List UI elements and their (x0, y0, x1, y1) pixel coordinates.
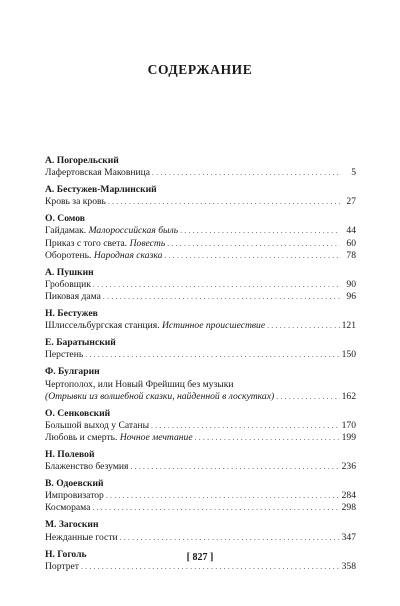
toc-entry[interactable] (45, 320, 356, 332)
toc-section (45, 213, 356, 261)
toc-entry[interactable] (45, 250, 356, 262)
toc-entry-title-text: Гробовщик (45, 278, 91, 290)
toc-entry-title-text: Пиковая дама (45, 290, 101, 302)
toc-author: А. Пушкин (45, 266, 94, 278)
toc-entry[interactable] (45, 349, 356, 361)
toc-entry-title (45, 502, 90, 514)
toc-page-number: 78 (346, 249, 356, 261)
toc-page-number: 121 (341, 320, 356, 332)
toc-page-number: 284 (341, 490, 356, 502)
toc-entry-title (45, 349, 83, 361)
toc-page-number: 162 (341, 390, 356, 402)
toc-author: В. Одоевский (45, 478, 104, 490)
toc-leader-dots (106, 490, 340, 502)
toc-section (45, 478, 356, 514)
toc-section (45, 366, 356, 402)
toc-entry-title (45, 461, 128, 473)
table-of-contents (45, 155, 356, 578)
toc-leader-dots (108, 196, 340, 208)
toc-author: Н. Бестужев (45, 308, 98, 320)
toc-entry[interactable] (45, 291, 356, 303)
toc-leader-dots (151, 420, 340, 432)
toc-entry-title-text: Импровизатор (45, 490, 104, 502)
toc-section (45, 337, 356, 361)
toc-author: А. Бестужев-Марлинский (45, 184, 157, 196)
toc-page-number: 44 (346, 225, 356, 237)
toc-leader-dots (85, 349, 339, 361)
toc-leader-dots (103, 291, 340, 303)
toc-entry[interactable] (45, 432, 356, 444)
toc-entry[interactable] (45, 420, 356, 432)
toc-section (45, 155, 356, 179)
toc-author: А. Погорельский (45, 155, 119, 166)
toc-section (45, 449, 356, 473)
toc-page-number: 90 (346, 278, 356, 290)
toc-author: Н. Полевой (45, 448, 95, 460)
toc-author: Ф. Булгарин (45, 366, 100, 378)
toc-section (45, 308, 356, 332)
toc-page-number: 298 (341, 502, 356, 514)
toc-entry[interactable] (45, 225, 356, 237)
toc-page-number: 5 (351, 167, 356, 179)
toc-entry-title (45, 532, 118, 544)
toc-page-number: 27 (346, 196, 356, 208)
toc-entry-subtitle: Повесть (129, 237, 166, 249)
toc-page-number: 150 (341, 349, 356, 361)
toc-entry-title-text: Приказ с того света. (45, 237, 128, 249)
toc-entry-title-text: Блаженство безумия (45, 461, 129, 473)
toc-leader-dots (152, 167, 340, 179)
toc-section (45, 408, 356, 444)
toc-entry-title-text: Большой выход у Сатаны (45, 419, 150, 431)
toc-entry-title (45, 238, 165, 250)
toc-section (45, 267, 356, 303)
toc-entry-title-text: Косморама (45, 502, 91, 514)
toc-entry[interactable] (45, 167, 356, 179)
toc-entry[interactable] (45, 461, 356, 473)
toc-entry-subtitle: Народная сказка (93, 249, 163, 261)
toc-author: М. Загоскин (45, 519, 99, 531)
page-title: СОДЕРЖАНИЕ (147, 62, 253, 77)
toc-entry-title (45, 420, 149, 432)
toc-entry[interactable] (45, 279, 356, 291)
toc-entry-title (45, 225, 178, 237)
toc-leader-dots (130, 461, 339, 473)
toc-leader-dots (93, 279, 340, 291)
toc-page-number: 60 (346, 237, 356, 249)
toc-page-number: 96 (346, 290, 356, 302)
toc-leader-dots (195, 432, 340, 444)
toc-entry[interactable] (45, 532, 356, 544)
toc-entry[interactable] (45, 490, 356, 502)
toc-entry-title-text: Оборотень. (45, 249, 92, 261)
toc-entry-title (45, 320, 265, 332)
toc-entry[interactable] (45, 196, 356, 208)
toc-entry-title-text: Шлиссельбургская станция. (45, 320, 160, 332)
toc-entry-title-text: Кровь за кровь (45, 196, 106, 208)
toc-entry-title (45, 490, 104, 502)
toc-entry-subtitle: (Отрывки из волшебной сказки, найденной в лоскутках) (45, 390, 275, 402)
toc-entry-subtitle: Ночное мечтание (119, 431, 193, 443)
toc-entry[interactable] (45, 502, 356, 514)
toc-entry-title-text: Портрет (45, 560, 79, 572)
toc-page-number: 347 (341, 531, 356, 543)
toc-entry-title (45, 250, 162, 262)
toc-entry-title (45, 291, 101, 303)
toc-entry-title-text: Чертополох, или Новый Фрейшиц без музыки (45, 378, 234, 390)
toc-entry-title-text: Лафертовская Маковница (45, 167, 151, 179)
toc-entry-title (45, 379, 274, 403)
toc-entry-title-text: Гайдамак. (45, 225, 87, 237)
page-folio: [ 827 ] (186, 552, 214, 563)
toc-leader-dots (180, 225, 340, 237)
toc-author: Н. Гоголь (45, 548, 87, 560)
toc-author: О. Сомов (45, 213, 85, 225)
toc-page-number: 358 (341, 560, 356, 572)
toc-leader-dots (267, 320, 340, 332)
toc-entry-title-text: Любовь и смерть. (45, 431, 118, 443)
toc-leader-dots (167, 238, 340, 250)
toc-leader-dots (120, 532, 340, 544)
toc-leader-dots (276, 391, 339, 403)
toc-author: Е. Баратынский (45, 337, 116, 349)
toc-leader-dots (164, 250, 340, 262)
toc-section (45, 519, 356, 543)
toc-page-number: 199 (341, 431, 356, 443)
toc-entry-subtitle: Малороссийская быль (88, 225, 179, 237)
toc-entry[interactable] (45, 238, 356, 250)
toc-entry-title-text: Перстень (45, 349, 84, 361)
toc-leader-dots (92, 502, 339, 514)
toc-entry-title (45, 167, 150, 179)
toc-entry-title (45, 432, 193, 444)
toc-author: О. Сенковский (45, 407, 111, 419)
toc-entry-title-text: Нежданные гости (45, 531, 118, 543)
toc-page-number: 236 (341, 461, 356, 473)
toc-section (45, 184, 356, 208)
toc-entry-subtitle: Истинное происшествие (162, 320, 266, 332)
toc-entry-title (45, 196, 106, 208)
toc-entry-title (45, 279, 91, 291)
toc-entry[interactable] (45, 379, 356, 403)
toc-page-number: 170 (341, 419, 356, 431)
